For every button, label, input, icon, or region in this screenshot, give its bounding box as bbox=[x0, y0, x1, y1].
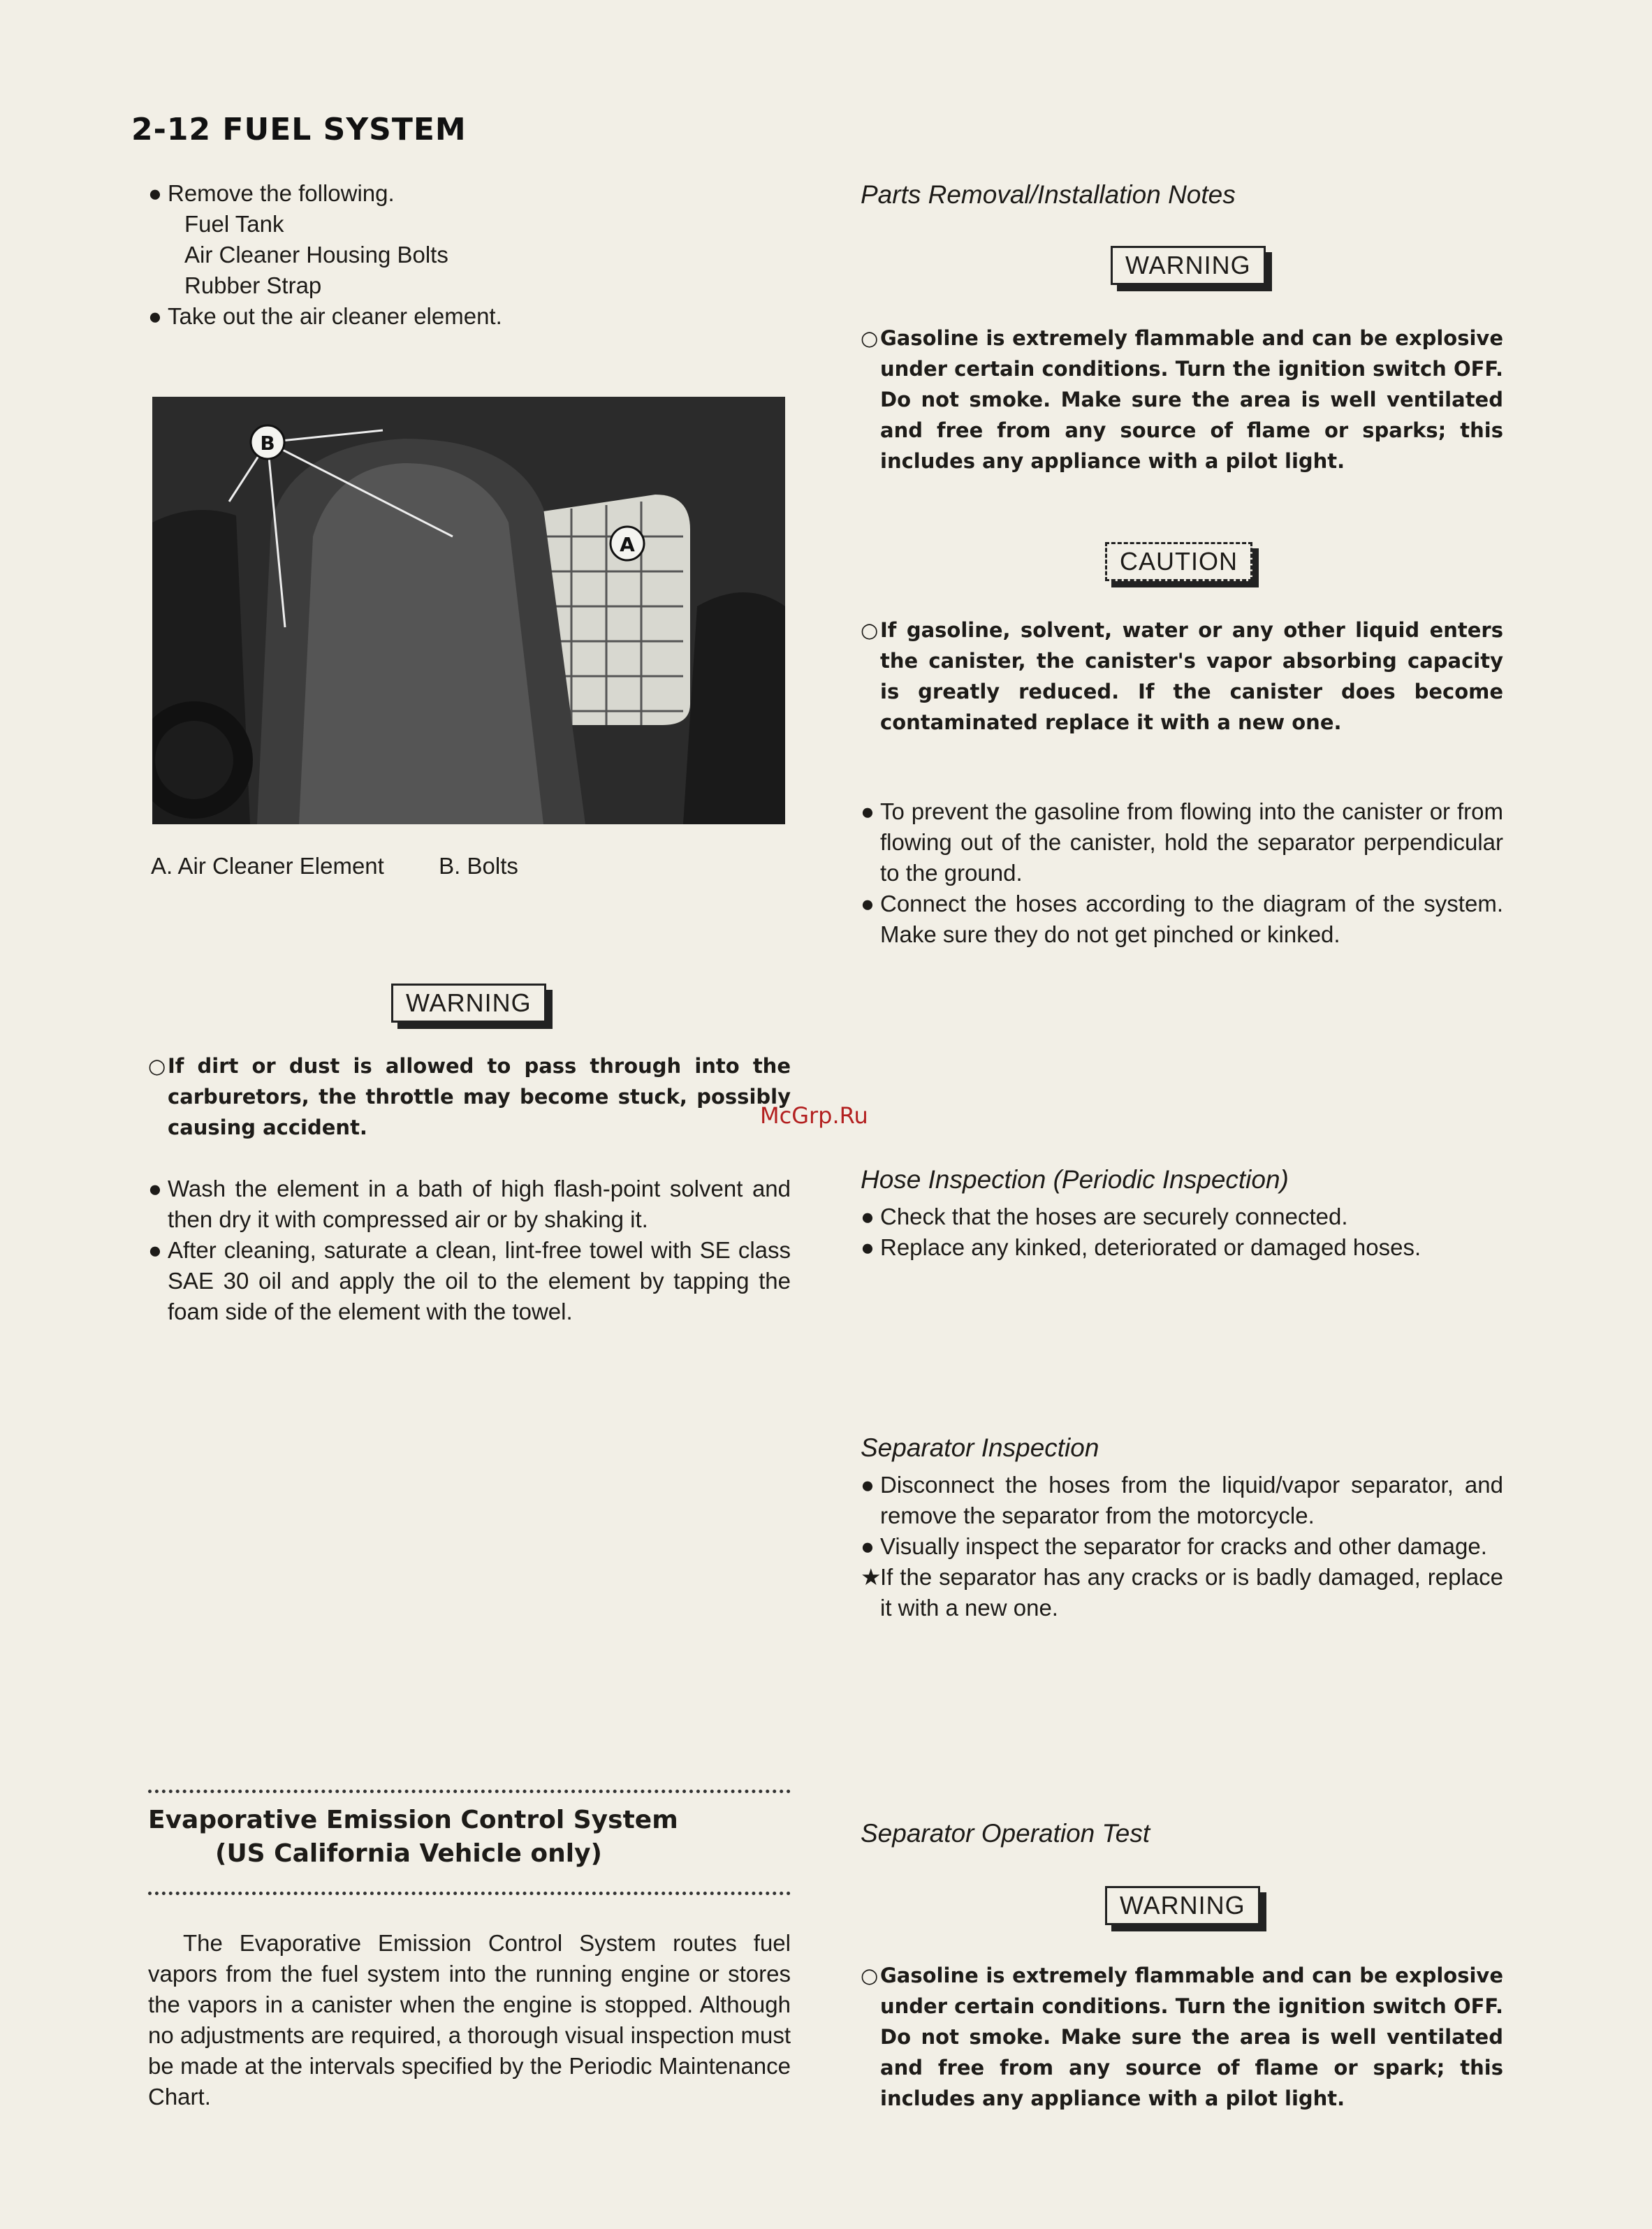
parts-notes-title: Parts Removal/Installation Notes bbox=[861, 180, 1236, 209]
list-item: ● Remove the following. bbox=[148, 180, 395, 206]
photo-caption bbox=[151, 851, 794, 882]
hose-inspection-list bbox=[861, 1201, 1503, 1263]
page-header: 2-12 FUEL SYSTEM bbox=[131, 112, 467, 147]
separator-test-title: Separator Operation Test bbox=[861, 1819, 1150, 1848]
separator-inspection-list bbox=[861, 1470, 1503, 1623]
list-item: ● Visually inspect the separator for cracks and other damage. bbox=[861, 1533, 1487, 1559]
hose-inspection-title: Hose Inspection (Periodic Inspection) bbox=[861, 1165, 1289, 1194]
evap-divider-bottom bbox=[148, 1892, 791, 1895]
evap-title: Evaporative Emission Control System (US California Vehicle only) bbox=[148, 1806, 678, 1868]
watermark: McGrp.Ru bbox=[760, 1102, 868, 1129]
caption-b: B. Bolts bbox=[439, 853, 518, 879]
list-item: ★ If the separator has any cracks or is badly damaged, replace it with a new one. bbox=[861, 1564, 1503, 1621]
caution-box bbox=[1105, 542, 1252, 581]
separator-inspection-title: Separator Inspection bbox=[861, 1433, 1099, 1462]
photo-label-b: B bbox=[260, 432, 275, 455]
list-item: ● After cleaning, saturate a clean, lint-free towel with SE class SAE 30 oil and apply the oil to the element by tapping the foam side of the element with the towel. bbox=[148, 1237, 791, 1324]
list-item: ● To prevent the gasoline from flowing into the canister or from flowing out of the canister, hold the separator perpendicular to the ground. bbox=[861, 798, 1503, 886]
caption-a: A. Air Cleaner Element bbox=[151, 853, 384, 879]
cleaning-steps bbox=[148, 1174, 791, 1327]
right-warning-text-2: ○ Gasoline is extremely flammable and can be explosive under certain conditions. Turn the ignition switch OFF. Do not smoke. Make sure the area is well ventilated and free from any source of flame or spark; this includes any appliance with a pilot light. bbox=[861, 1964, 1503, 2110]
photo-illustration bbox=[152, 397, 785, 824]
photo-label-a: A bbox=[620, 533, 635, 556]
caution-text: ○ If gasoline, solvent, water or any other liquid enters the canister, the canister's vapor absorbing capacity is greatly reduced. If the canister does become contaminated replace it with a new one. bbox=[861, 618, 1503, 734]
list-item: Air Cleaner Housing Bolts bbox=[184, 242, 448, 268]
list-item: ● Replace any kinked, deteriorated or damaged hoses. bbox=[861, 1234, 1421, 1260]
list-item: Fuel Tank bbox=[184, 211, 284, 237]
install-notes bbox=[861, 796, 1503, 950]
list-item: ● Disconnect the hoses from the liquid/vapor separator, and remove the separator from the motorcycle. bbox=[861, 1472, 1503, 1528]
intro-list bbox=[148, 178, 791, 332]
warning-label: WARNING bbox=[391, 984, 546, 1023]
list-item: ● Check that the hoses are securely connected. bbox=[861, 1204, 1348, 1229]
right-warning-box-2 bbox=[1105, 1886, 1260, 1925]
air-cleaner-photo bbox=[152, 397, 785, 824]
list-item: ● Take out the air cleaner element. bbox=[148, 303, 502, 329]
evap-divider-top bbox=[148, 1790, 791, 1793]
warning-label: WARNING bbox=[1105, 1886, 1260, 1925]
list-item: ● Wash the element in a bath of high flash-point solvent and then dry it with compressed air or by shaking it. bbox=[148, 1176, 791, 1232]
list-item: Rubber Strap bbox=[184, 272, 322, 298]
right-warning-box-1 bbox=[1111, 246, 1266, 285]
left-warning-text: ○ If dirt or dust is allowed to pass through into the carburetors, the throttle may become stuck, possibly causing accident. bbox=[148, 1054, 791, 1139]
right-warning-text-1: ○ Gasoline is extremely flammable and can be explosive under certain conditions. Turn the ignition switch OFF. Do not smoke. Make sure the area is well ventilated and free from any source of flame or sparks; this includes any appliance with a pilot light. bbox=[861, 326, 1503, 473]
evap-description: The Evaporative Emission Control System routes fuel vapors from the fuel system into the running engine or stores the vapors in a canister when the engine is stopped. Although no adjustments are required, a thorough visual inspection must be made at the intervals specified by the Periodic Maintenance Chart. bbox=[148, 1930, 791, 2110]
left-warning-box bbox=[391, 984, 546, 1023]
caution-label: CAUTION bbox=[1105, 542, 1252, 581]
warning-label: WARNING bbox=[1111, 246, 1266, 285]
list-item: ● Connect the hoses according to the diagram of the system. Make sure they do not get pinched or kinked. bbox=[861, 891, 1503, 947]
